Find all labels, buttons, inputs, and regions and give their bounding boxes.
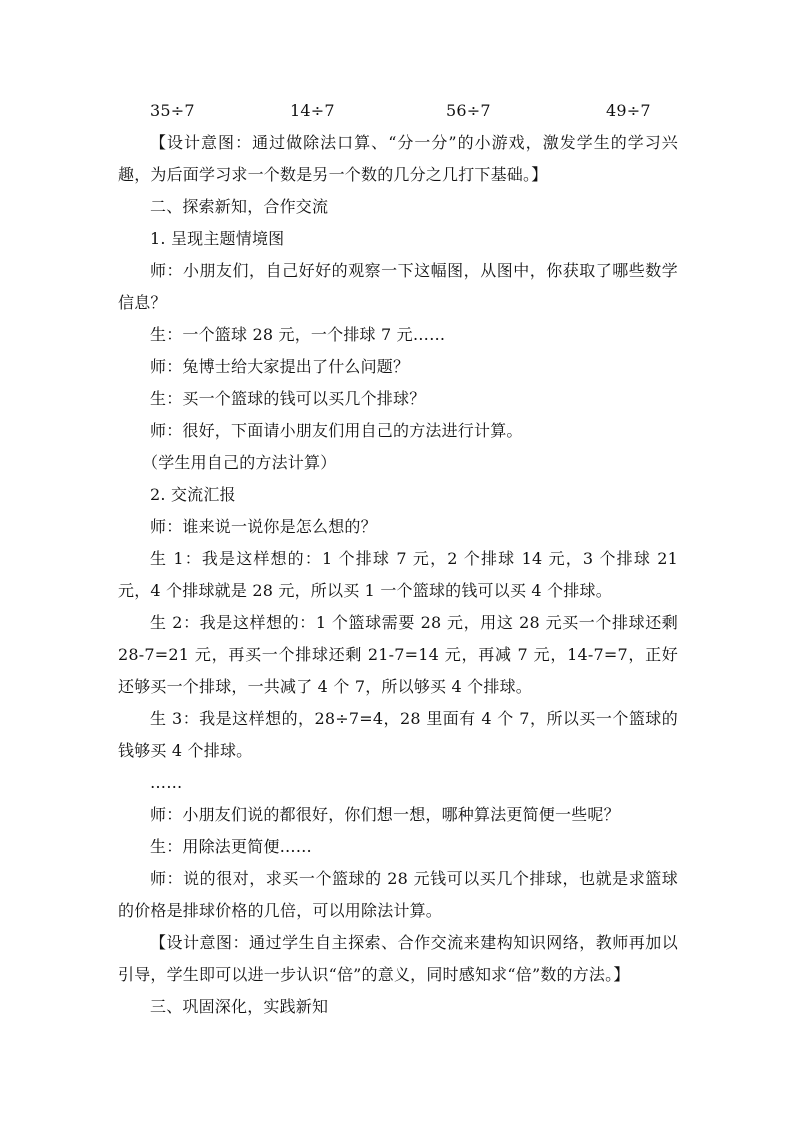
section-heading: 三、巩固深化，实践新知	[150, 997, 329, 1016]
division-exercise-row	[118, 95, 678, 127]
stage-direction: （学生用自己的方法计算）	[142, 453, 337, 472]
division-problem: 49÷7	[606, 101, 651, 120]
document-body	[118, 95, 678, 1023]
dialogue-line: 生：一个篮球 28 元，一个排球 7 元……	[150, 325, 446, 344]
dialogue-line: 生 1：我是这样想的：1 个排球 7 元，2 个排球 14 元，3 个排球 21 元，4 个排球就是 28 元，所以买 1 一个篮球的钱可以买 4 个排球。	[118, 549, 678, 600]
dialogue-line: 生 2：我是这样想的：1 个篮球需要 28 元，用这 28 元买一个排球还剩 28-7=21 元，再买一个排球还剩 21-7=14 元，再减 7 元，14-7=7，正好还够买一个排球，一共减了 4 个 7，所以够买 4 个排球。	[118, 613, 678, 696]
division-problem: 56÷7	[446, 101, 491, 120]
design-intent-note: 【设计意图：通过做除法口算、“分一分”的小游戏，激发学生的学习兴趣，为后面学习求一个数是另一个数的几分之几打下基础。】	[118, 133, 678, 184]
dialogue-line: 师：说的很对，求买一个篮球的 28 元钱可以买几个排球，也就是求篮球的价格是排球价格的几倍，可以用除法计算。	[118, 869, 678, 920]
dialogue-line: 生：用除法更简便……	[150, 837, 313, 856]
ellipsis-line: ……	[150, 773, 183, 792]
division-problem: 35÷7	[150, 101, 195, 120]
dialogue-line: 师：小朋友们，自己好好的观察一下这幅图，从图中，你获取了哪些数学信息？	[118, 261, 678, 312]
subsection-heading: 1. 呈现主题情境图	[150, 229, 285, 248]
dialogue-line: 师：兔博士给大家提出了什么问题？	[150, 357, 410, 376]
subsection-heading: 2. 交流汇报	[150, 485, 236, 504]
section-heading: 二、探索新知，合作交流	[150, 197, 329, 216]
division-problem: 14÷7	[290, 101, 335, 120]
dialogue-line: 师：谁来说一说你是怎么想的？	[150, 517, 377, 536]
dialogue-line: 师：小朋友们说的都很好，你们想一想，哪种算法更简便一些呢？	[150, 805, 620, 824]
dialogue-line: 生 3：我是这样想的，28÷7=4，28 里面有 4 个 7，所以买一个篮球的钱够买 4 个排球。	[118, 709, 678, 760]
design-intent-note: 【设计意图：通过学生自主探索、合作交流来建构知识网络，教师再加以引导，学生即可以进一步认识“倍”的意义，同时感知求“倍”数的方法。】	[118, 933, 678, 984]
dialogue-line: 师：很好，下面请小朋友们用自己的方法进行计算。	[150, 421, 523, 440]
dialogue-line: 生：买一个篮球的钱可以买几个排球？	[150, 389, 426, 408]
